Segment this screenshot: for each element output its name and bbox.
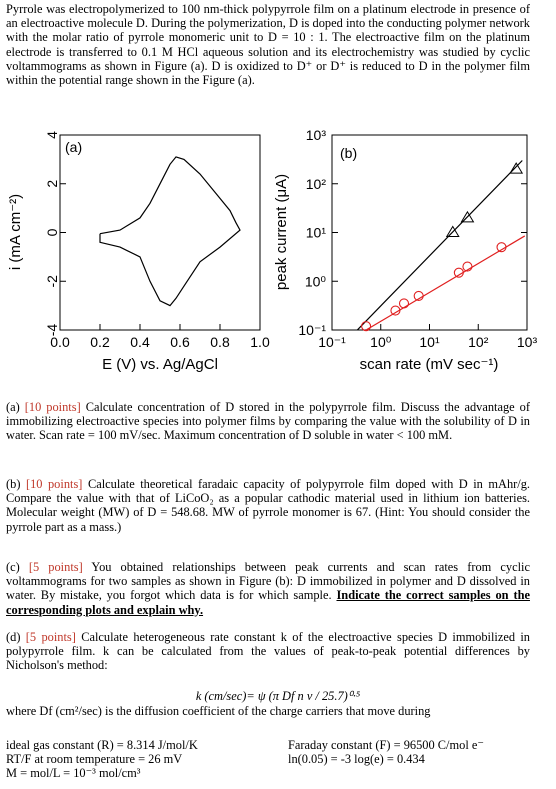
part-d-where: where Df (cm²/sec) is the diffusion coefficient of the charge carriers that move during xyxy=(6,704,431,718)
figure-b-xlabel: scan rate (mV sec⁻¹) xyxy=(359,356,499,373)
figure-b-peak-current-plot xyxy=(272,122,556,384)
figure-b-ytick-label: 10³ xyxy=(305,127,326,143)
figure-b-ylabel: peak current (μA) xyxy=(273,173,290,291)
constant-gas: ideal gas constant (R) = 8.314 J/mol/K xyxy=(6,738,198,752)
figure-a-xtick-label: 0.2 xyxy=(90,334,110,350)
figure-b-ytick-label: 10² xyxy=(305,175,326,192)
figure-b-ytick-label: 10⁰ xyxy=(304,273,326,290)
part-a-points: [10 points] xyxy=(24,400,81,414)
figure-a-ytick-label: -2 xyxy=(44,275,60,288)
part-d-points: [5 points] xyxy=(25,630,76,644)
part-c-emphasis: Indicate the correct samples on the corresponding plots and explain why. xyxy=(6,588,530,617)
figure-b-circle-point xyxy=(400,299,409,308)
figure-a-xtick-label: 1.0 xyxy=(250,334,270,350)
figure-a-xtick-label: 0.4 xyxy=(130,334,150,350)
constant-rtf: RT/F at room temperature = 26 mV xyxy=(6,752,183,767)
constant-molarity: M = mol/L = 10⁻³ mol/cm³ xyxy=(6,766,141,781)
part-d-label: (d) xyxy=(6,630,21,644)
part-a-text: Calculate concentration of D stored in the polypyrrole film. Discuss the advantage of immobilizing electroactive species into polymer films by comparing the value with the solubility of D in water. Scan rate = 100 mV/sec. Maximum concentration of D soluble in water < 100 mM. xyxy=(6,400,530,443)
constants-left xyxy=(6,738,198,781)
part-c-text: You obtained relationships between peak currents and scan rates from cyclic voltammograms for two samples as shown in Figure (b): D immobilized in polymer and D dissolved in water. By mistake, you forgot which data is for which sample. xyxy=(6,560,530,603)
constant-faraday: Faraday constant (F) = 96500 C/mol e⁻ xyxy=(288,738,484,752)
nicholson-formula: k (cm/sec)= ψ (π Df n v / 25.7)⁰·⁵ xyxy=(195,689,361,703)
figure-a-ytick-label: -4 xyxy=(44,323,60,337)
figure-a-ytick-label: 0 xyxy=(44,228,60,237)
part-c-label: (c) xyxy=(6,560,20,574)
figure-a-xlabel: E (V) vs. Ag/AgCl xyxy=(102,356,218,373)
constants-right xyxy=(288,738,484,766)
figure-b-xtick-label: 10⁻¹ xyxy=(318,334,346,350)
figure-a-cv-curve xyxy=(100,157,240,306)
part-d-text: Calculate heterogeneous rate constant k of the electroactive species D immobilized in polypyrrole film. k can be calculated from the values of peak-to-peak potential differences by Nicholson's method: xyxy=(6,630,531,673)
figure-b-fit-line-circles xyxy=(366,236,525,330)
figure-a-xtick-label: 0.0 xyxy=(50,334,70,350)
figure-a-ylabel: i (mA cm⁻²) xyxy=(7,193,24,271)
part-b-text: Calculate theoretical faradaic capacity of polypyrrole film doped with D in mAhr/g. Compare the value with that of LiCoO₂ as a popular cathodic material used in lithium ion batteries. Molecular weight (MW) of D = 548.68. MW of pyrrole monomer is 67. (Hint: You should consider the pyrrole part as a mass.) xyxy=(6,477,531,534)
constant-logs: ln(0.05) = -3 log(e) = 0.434 xyxy=(288,752,425,767)
figure-b-xtick-label: 10⁰ xyxy=(370,334,392,350)
part-a-label: (a) xyxy=(6,400,20,414)
figure-a-ytick-label: 2 xyxy=(44,179,60,188)
figure-b-ytick-label: 10¹ xyxy=(305,224,326,241)
part-d-question xyxy=(6,630,530,673)
part-c-points: [5 points] xyxy=(28,560,83,574)
part-a-question xyxy=(6,400,530,443)
figure-a-xtick-label: 0.6 xyxy=(170,334,190,350)
figure-a-ytick-label: 4 xyxy=(44,131,60,139)
figure-a-label: (a) xyxy=(65,139,83,155)
part-b-label: (b) xyxy=(6,477,21,491)
figure-b-frame xyxy=(332,135,527,330)
figure-b-xtick-label: 10¹ xyxy=(419,334,440,350)
figure-b-label: (b) xyxy=(340,145,358,161)
part-b-question xyxy=(6,477,530,534)
figure-b-ytick-label: 10⁻¹ xyxy=(298,322,326,338)
figure-b-xtick-label: 10² xyxy=(468,334,489,350)
figure-a-cyclic-voltammogram xyxy=(0,122,275,384)
part-b-points: [10 points] xyxy=(25,477,83,491)
figure-b-xtick-label: 10³ xyxy=(516,334,538,350)
part-c-question xyxy=(6,560,530,617)
intro-paragraph: Pyrrole was electropolymerized to 100 nm-thick polypyrrole film on a platinum electrode in presence of an electroactive molecule D. During the polymerization, D is doped into the conducting polymer network with the molar ratio of pyrrole monomeric unit to D = 10 : 1. The electroactive film on the platinum electrode is transferred to 0.1 M HCl aqueous solution and its electrochemistry was studied by cyclic voltammograms as shown in Figure (a). D is oxidized to D⁺ or D⁺ is reduced to D in the polymer film within the potential range shown in the Figure (a). xyxy=(6,2,530,88)
figure-a-xtick-label: 0.8 xyxy=(210,334,230,350)
figure-b-circle-point xyxy=(362,322,371,331)
